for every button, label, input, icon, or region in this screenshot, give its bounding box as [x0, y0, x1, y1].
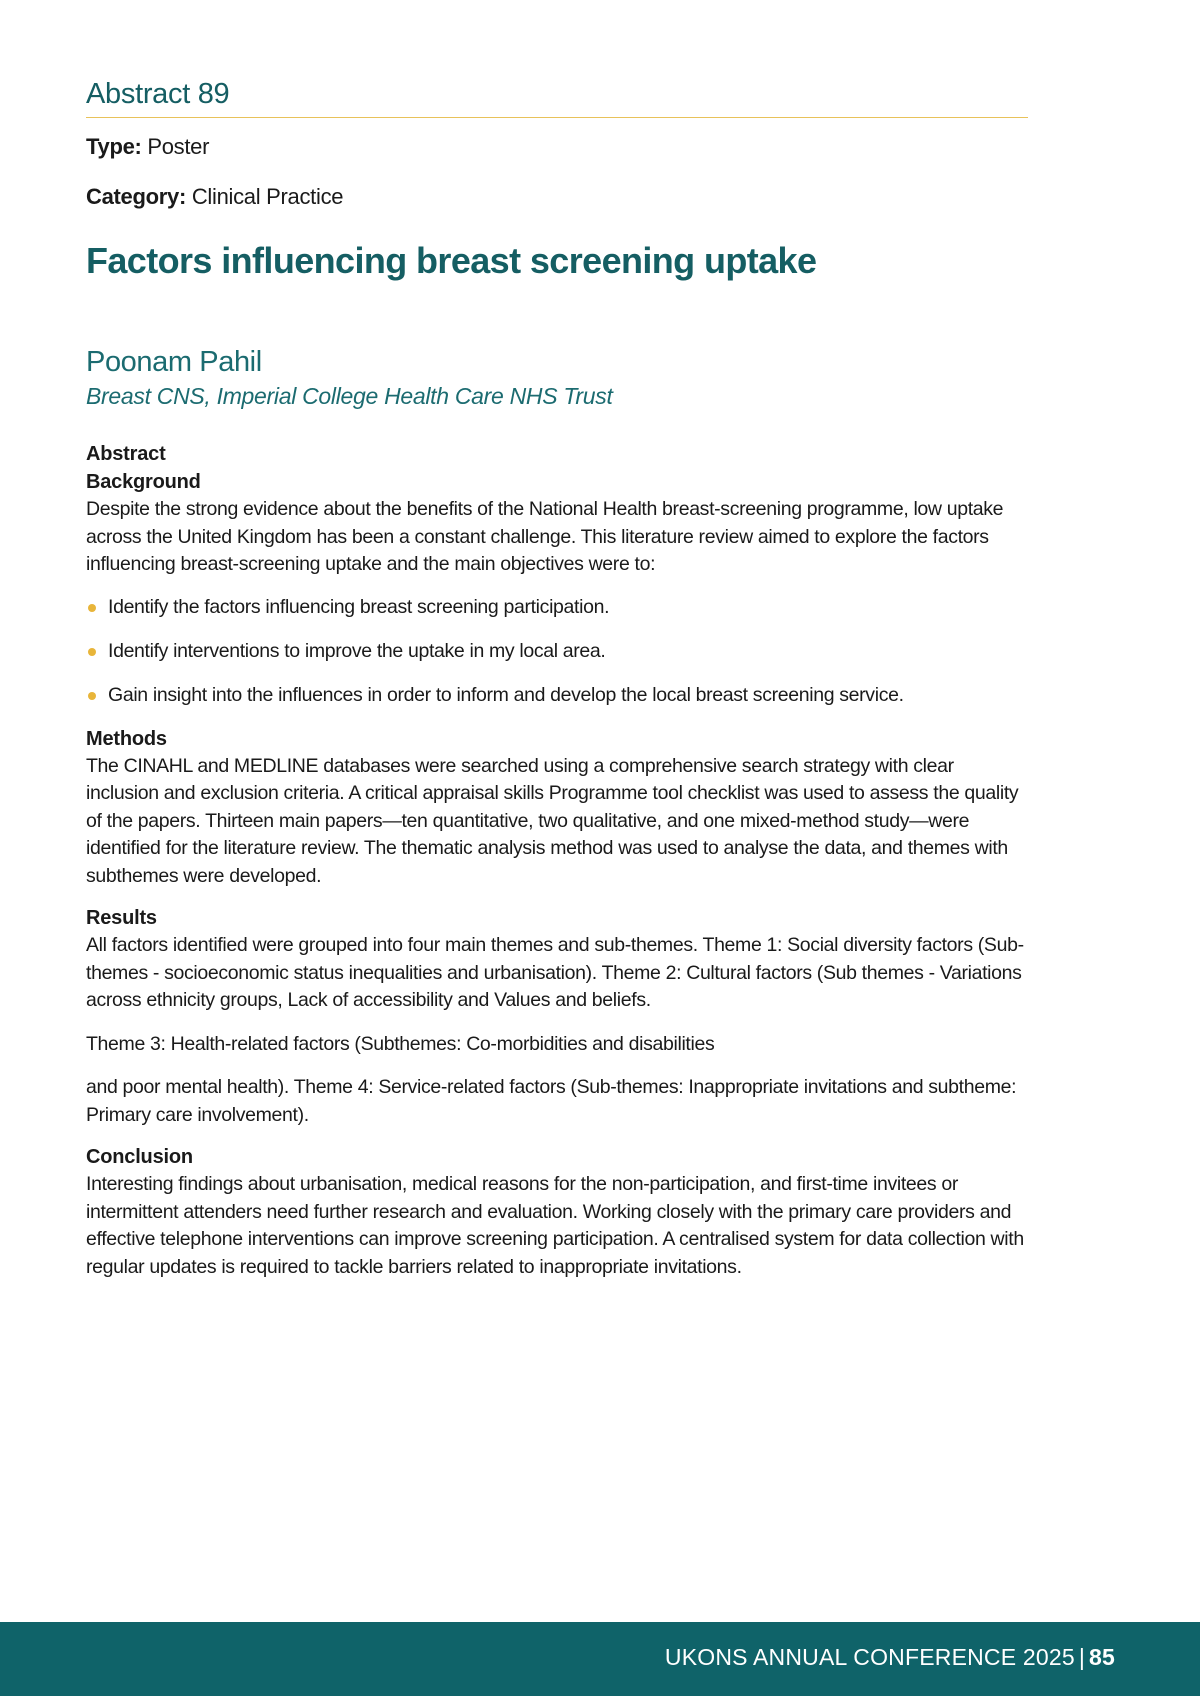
methods-heading: Methods [86, 727, 167, 750]
background-heading: Background [86, 471, 201, 493]
bullet-icon [88, 604, 96, 612]
page-number: 85 [1089, 1644, 1115, 1670]
author-affiliation: Breast CNS, Imperial College Health Care NHS Trust [86, 383, 613, 409]
objectives-list [86, 593, 1028, 709]
category-value: Clinical Practice [191, 184, 344, 209]
category-label: Category: [86, 184, 186, 209]
conference-name: UKONS ANNUAL CONFERENCE 2025 [664, 1644, 1075, 1670]
bullet-icon [88, 648, 96, 656]
results-paragraph: All factors identified were grouped into four main themes and sub-themes. Theme 1: Social diversity factors (Sub-themes - socioeconomic status inequalities and urbanisation). Theme 2: Cultural factors (Sub themes - Variations across ethnicity groups, Lack of accessibility and Values and beliefs. [86, 934, 1024, 1011]
footer-separator: | [1078, 1644, 1086, 1670]
methods-text: The CINAHL and MEDLINE databases were searched using a comprehensive search strategy with clear inclusion and exclusion criteria. A critical appraisal skills Programme tool checklist was used to assess the quality of the papers. Thirteen main papers—ten quantitative, two qualitative, and one mixed-method study—were identified for the literature review. The thematic analysis method was used to analyse the data, and themes with subthemes were developed. [86, 754, 1019, 887]
page-footer [0, 1622, 1200, 1696]
abstract-heading: Abstract [86, 443, 166, 465]
list-item-text: Identify interventions to improve the uptake in my local area. [108, 639, 606, 662]
conclusion-text: Interesting findings about urbanisation, medical reasons for the non-participation, and first-time invitees or intermittent attenders need further research and evaluation. Working closely with the primary care providers and effective telephone interventions can improve screening participation. A centralised system for data collection with regular updates is required to tackle barriers related to inappropriate invitations. [86, 1173, 1024, 1278]
results-paragraph: and poor mental health). Theme 4: Service-related factors (Sub-themes: Inappropriate invitations and subtheme: Primary care involvement). [86, 1076, 1017, 1126]
abstract-number: Abstract 89 [86, 78, 1028, 118]
abstract-title: Factors influencing breast screening uptake [86, 240, 817, 281]
type-line [86, 134, 1028, 160]
background-text: Despite the strong evidence about the benefits of the National Health breast-screening programme, low uptake across the United Kingdom has been a constant challenge. This literature review aimed to explore the factors influencing breast-screening uptake and the main objectives were to: [86, 498, 1004, 575]
results-heading: Results [86, 907, 157, 929]
footer-text [665, 1644, 1115, 1671]
author-name: Poonam Pahil [86, 346, 262, 378]
abstract-page [86, 78, 1028, 1281]
conclusion-heading: Conclusion [86, 1146, 193, 1168]
results-paragraph: Theme 3: Health-related factors (Subthemes: Co-morbidities and disabilities [86, 1032, 715, 1055]
list-item [86, 681, 1028, 709]
conclusion-section [86, 1143, 1028, 1281]
type-value: Poster [147, 134, 210, 159]
list-item [86, 637, 1028, 665]
type-label: Type: [86, 134, 142, 159]
list-item [86, 593, 1028, 621]
results-section [86, 904, 1028, 1129]
methods-section [86, 725, 1028, 891]
list-item-text: Gain insight into the influences in order to inform and develop the local breast screening service. [108, 683, 904, 706]
list-item-text: Identify the factors influencing breast screening participation. [108, 595, 610, 618]
category-line [86, 184, 1028, 210]
bullet-icon [88, 692, 96, 700]
